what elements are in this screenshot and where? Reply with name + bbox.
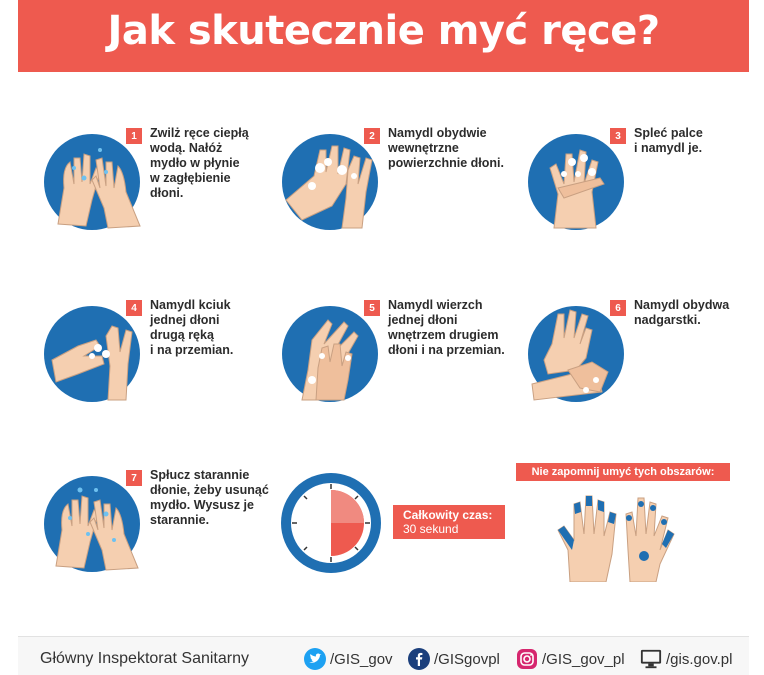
step-number: 2 (364, 128, 380, 144)
step-1-illustration (44, 128, 152, 236)
organization-name: Główny Inspektorat Sanitarny (40, 650, 249, 667)
twitter-link[interactable] (304, 648, 393, 670)
twitter-handle: /GIS_gov (330, 650, 393, 668)
step-6-illustration (528, 300, 636, 408)
page-title: Jak skutecznie myć ręce? (107, 8, 660, 54)
step-number: 1 (126, 128, 142, 144)
step-text: Namydl obydwie wewnętrzne powierzchnie dłoni. (388, 126, 504, 170)
footer (18, 636, 749, 675)
step-text: Spleć palce i namydl je. (634, 126, 703, 155)
step-3-illustration (528, 128, 636, 236)
step-7 (44, 470, 284, 580)
instagram-handle: /GIS_gov_pl (542, 650, 625, 668)
website-handle: /gis.gov.pl (666, 650, 733, 668)
step-number: 5 (364, 300, 380, 316)
instagram-icon (516, 648, 538, 670)
facebook-handle: /GISgovpl (434, 650, 500, 668)
step-5-illustration (282, 300, 390, 408)
facebook-icon (408, 648, 430, 670)
total-time-box (393, 505, 505, 539)
step-7-illustration (44, 470, 152, 578)
step-text: Namydl obydwa nadgarstki. (634, 298, 730, 327)
step-4 (44, 300, 284, 410)
step-number: 3 (610, 128, 626, 144)
instagram-link[interactable] (516, 648, 625, 670)
remember-banner: Nie zapomnij umyć tych obszarów: (516, 463, 730, 481)
website-link[interactable] (640, 648, 732, 670)
step-1 (44, 128, 284, 238)
title-banner (18, 0, 749, 72)
step-3 (528, 128, 764, 238)
step-6 (528, 300, 764, 410)
step-text: Spłucz starannie dłonie, żeby usunąć mydło. Wysusz je starannie. (150, 468, 269, 527)
step-text: Zwilż ręce ciepłą wodą. Nałóż mydło w płynie w zagłębienie dłoni. (150, 126, 249, 200)
step-2-illustration (282, 128, 390, 236)
step-2 (282, 128, 522, 238)
missed-areas-hands-icon (556, 490, 686, 582)
total-time-label: Całkowity czas: (403, 508, 493, 522)
step-number: 6 (610, 300, 626, 316)
step-number: 7 (126, 470, 142, 486)
step-number: 4 (126, 300, 142, 316)
step-text: Namydl wierzch jednej dłoni wnętrzem drugiem dłoni i na przemian. (388, 298, 505, 357)
step-5 (282, 300, 522, 410)
timer-icon (278, 470, 384, 576)
step-4-illustration (44, 300, 152, 408)
facebook-link[interactable] (408, 648, 500, 670)
twitter-icon (304, 648, 326, 670)
step-text: Namydl kciuk jednej dłoni drugą ręką i na przemian. (150, 298, 234, 357)
total-time-value: 30 sekund (403, 522, 459, 536)
monitor-icon (640, 648, 662, 670)
